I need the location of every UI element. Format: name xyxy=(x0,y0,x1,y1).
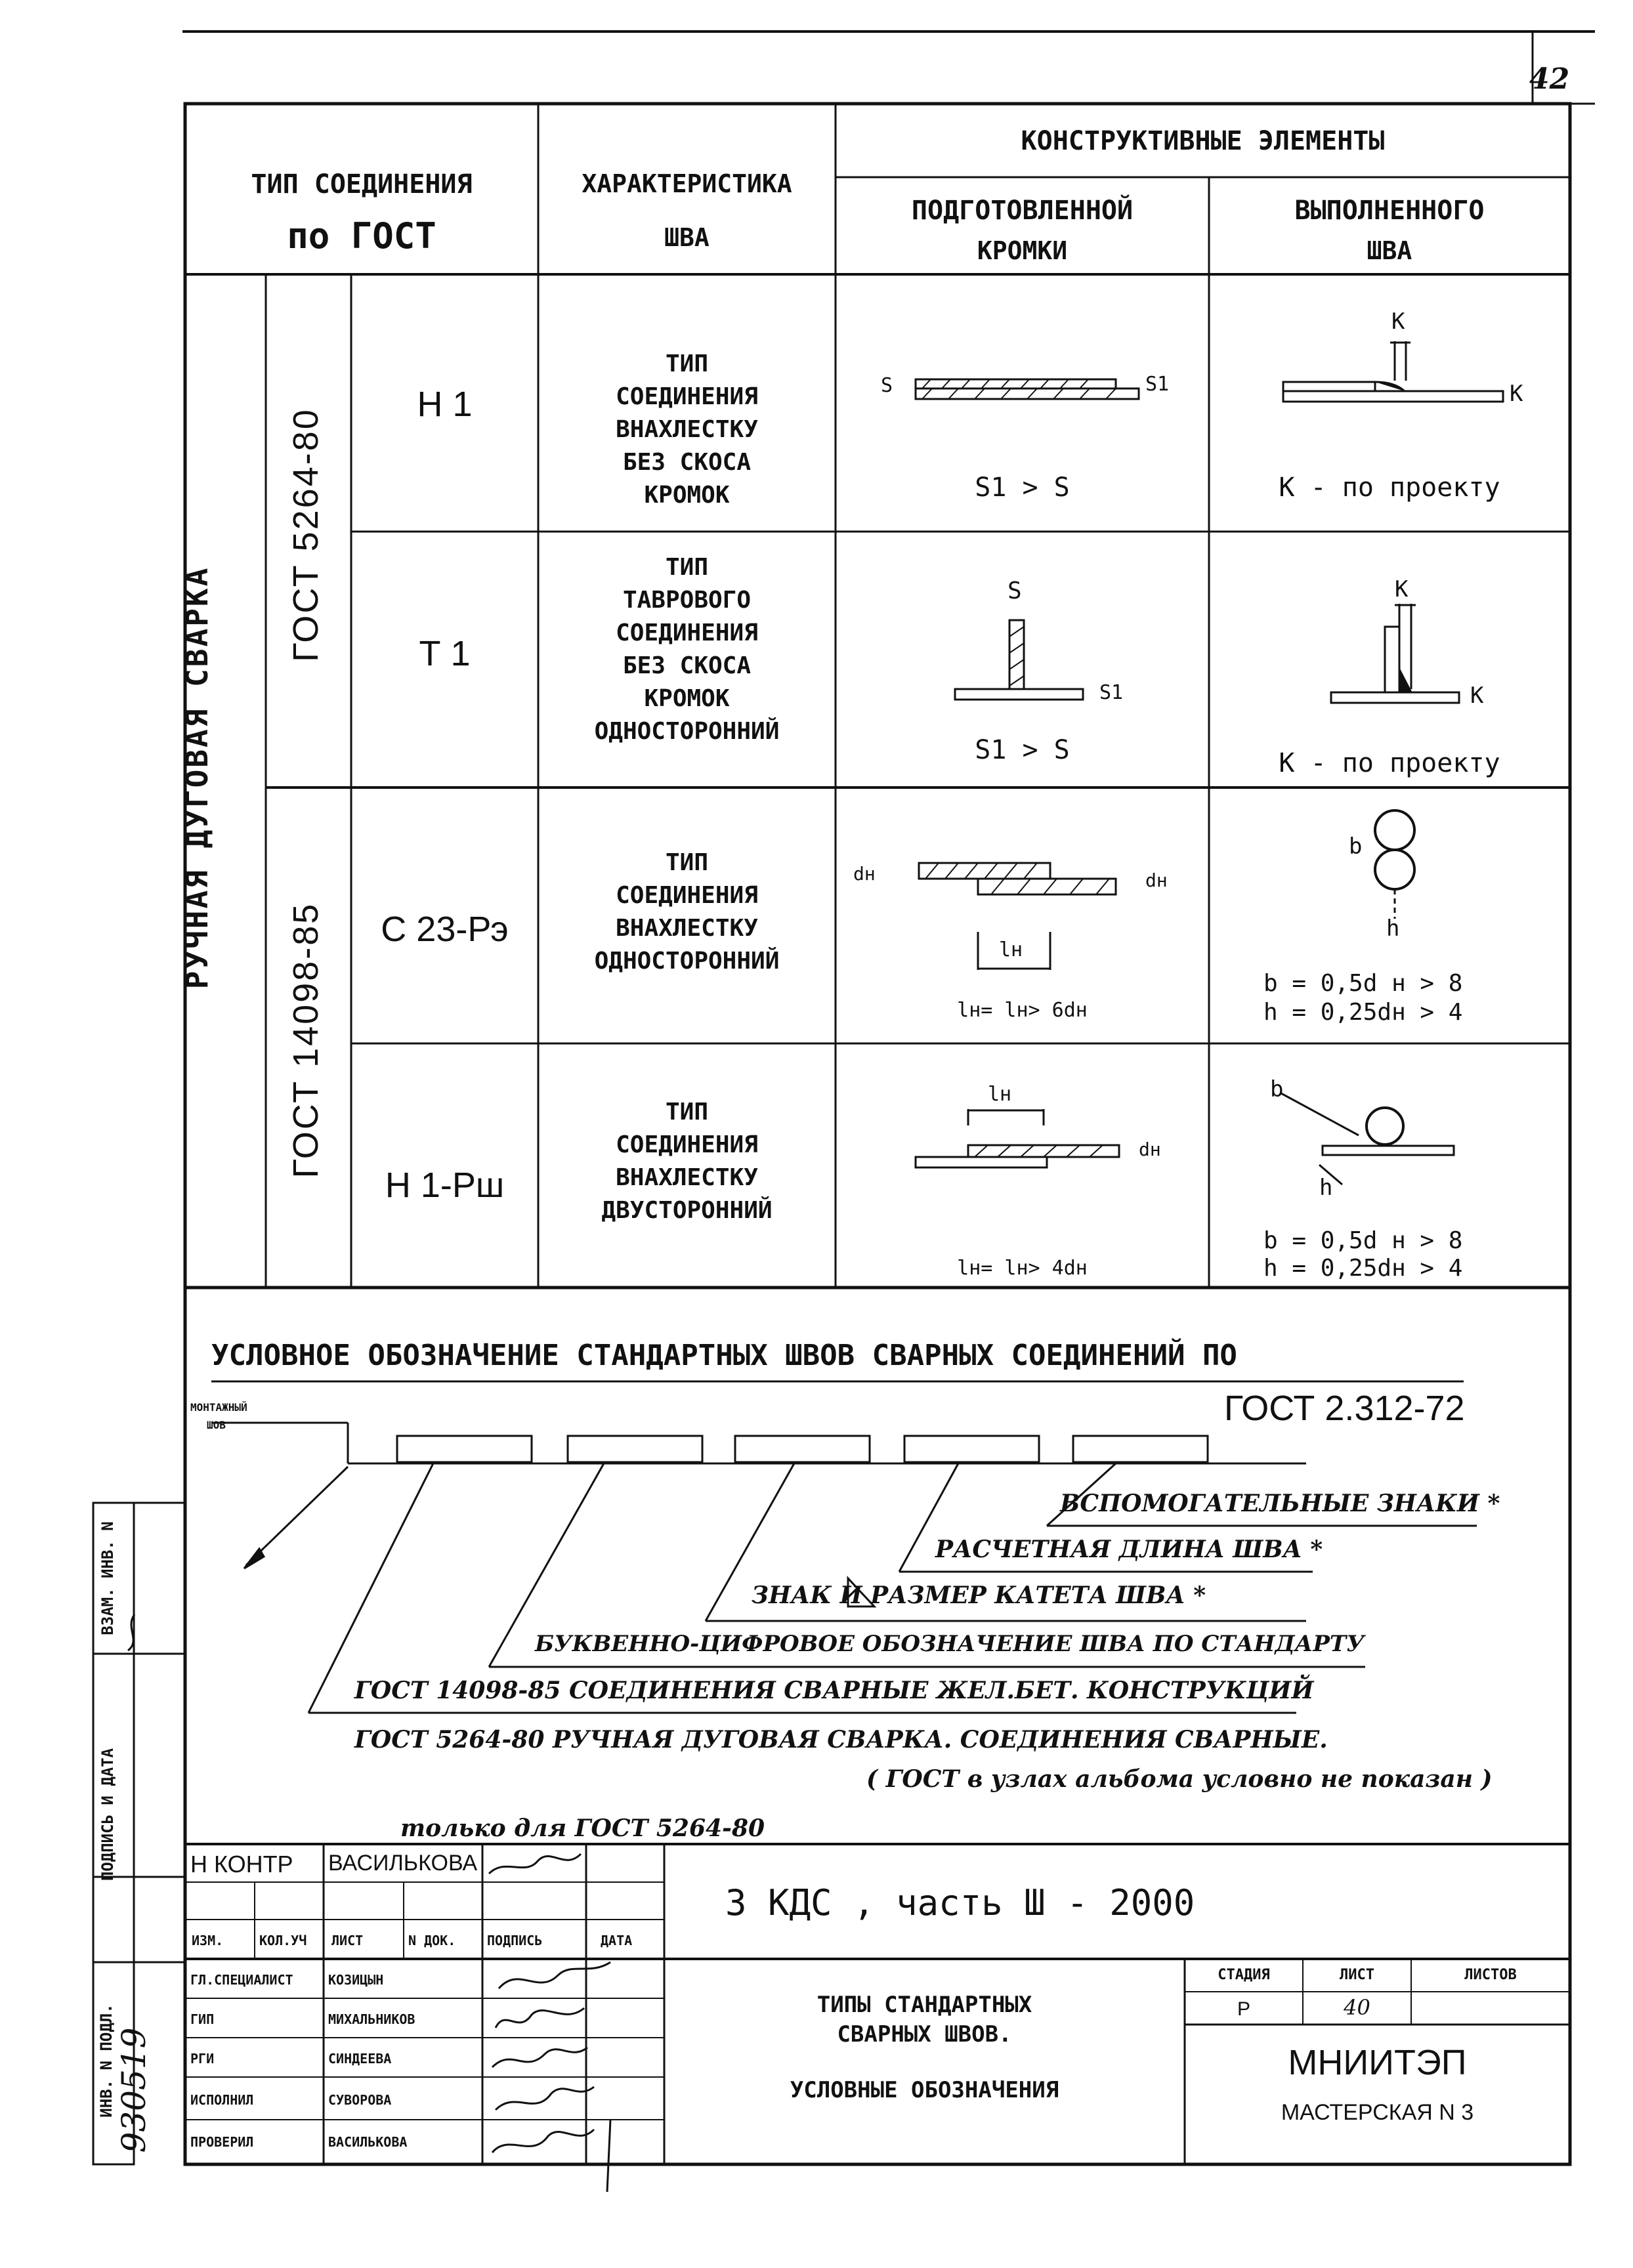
row2-characteristic: ТИП ТАВРОВОГО СОЕДИНЕНИЯ БЕЗ СКОСА КРОМОК ОДНОСТОРОННИЙ xyxy=(594,554,780,745)
tb-name-4: ВАСИЛЬКОВА xyxy=(328,2134,408,2150)
row4-done-caption-b: b = 0,5d н > 8 xyxy=(1263,1227,1463,1254)
header-prepared: ПОДГОТОВЛЕННОЙ xyxy=(911,196,1134,226)
header-edge: КРОМКИ xyxy=(977,236,1068,265)
row1-done-k-label: K xyxy=(1391,308,1405,335)
tb-n-kontr: Н КОНТР xyxy=(190,1851,293,1878)
row1-code: Н 1 xyxy=(417,385,473,424)
row3-prep-l-label: lн xyxy=(999,938,1023,961)
group-manual-arc-welding: РУЧНАЯ ДУГОВАЯ СВАРКА xyxy=(179,566,215,990)
tb-sheet-title-3: УСЛОВНЫЕ ОБОЗНАЧЕНИЯ xyxy=(790,2077,1059,2103)
gost-14098-label: ГОСТ 14098-85 xyxy=(286,902,326,1179)
tb-stage-value: Р xyxy=(1237,1998,1250,2020)
header-seam: ШВА xyxy=(664,223,710,252)
designation-calculated-length: РАСЧЕТНАЯ ДЛИНА ШВА * xyxy=(935,1536,1323,1563)
row4-prep-caption: lн= lн> 4dн xyxy=(957,1257,1088,1280)
gost-5264-label: ГОСТ 5264-80 xyxy=(286,408,326,662)
designation-alphanumeric: БУКВЕННО-ЦИФРОВОЕ ОБОЗНАЧЕНИЕ ШВА ПО СТАНДАРТУ xyxy=(535,1631,1365,1657)
row3-done-b-label: b xyxy=(1349,833,1363,860)
tb-sheet-title-1: ТИПЫ СТАНДАРТНЫХ xyxy=(816,1992,1032,2018)
tb-workshop: МАСТЕРСКАЯ N 3 xyxy=(1281,2100,1474,2125)
tb-col-kol: КОЛ.УЧ xyxy=(259,1933,307,1948)
row2-done-drawing xyxy=(1331,604,1459,703)
row1-done-drawing xyxy=(1283,341,1503,402)
designation-not-shown-note: ( ГОСТ в узлах альбома условно не показан ) xyxy=(866,1765,1493,1793)
row4-prep-drawing xyxy=(916,1109,1119,1167)
row2-prep-drawing xyxy=(955,620,1083,700)
tb-name-0: КОЗИЦЫН xyxy=(328,1972,384,1988)
header-characteristic: ХАРАКТЕРИСТИКА xyxy=(582,169,792,198)
mount-seam-label: МОНТАЖНЫЙ xyxy=(190,1401,247,1414)
row4-prep-d-label: dн xyxy=(1139,1139,1161,1160)
designation-title: УСЛОВНОЕ ОБОЗНАЧЕНИЕ СТАНДАРТНЫХ ШВОВ СВАРНЫХ СОЕДИНЕНИЙ ПО xyxy=(211,1339,1237,1372)
tb-n-kontr-name: ВАСИЛЬКОВА xyxy=(328,1851,478,1876)
side-stamp-sign-date: ПОДПИСЬ И ДАТА xyxy=(98,1748,117,1881)
row4-characteristic: ТИП СОЕДИНЕНИЯ ВНАХЛЕСТКУ ДВУСТОРОННИЙ xyxy=(601,1099,773,1224)
side-stamp-handwritten-inv: 930519 xyxy=(115,2027,153,2153)
row2-done-caption: К - по проекту xyxy=(1279,748,1500,778)
tb-sheet-value: 40 xyxy=(1344,1995,1370,2020)
row2-prep-s1-label: S1 xyxy=(1099,681,1124,704)
designation-leg-size: ЗНАК И РАЗМЕР КАТЕТА ШВА * xyxy=(752,1582,1206,1609)
tb-name-1: МИХАЛЬНИКОВ xyxy=(328,2011,415,2027)
designation-gost-14098: ГОСТ 14098-85 СОЕДИНЕНИЯ СВАРНЫЕ ЖЕЛ.БЕТ. КОНСТРУКЦИЙ xyxy=(354,1677,1314,1704)
row4-prep-l-label: lн xyxy=(988,1083,1012,1106)
row2-prep-s-label: S xyxy=(1007,578,1022,604)
row2-done-k-label: K xyxy=(1395,576,1409,602)
row3-prep-caption: lн= lн> 6dн xyxy=(957,999,1088,1022)
row4-done-drawing xyxy=(1280,1093,1454,1185)
row1-characteristic: ТИП СОЕДИНЕНИЯ ВНАХЛЕСТКУ БЕЗ СКОСА КРОМОК xyxy=(616,350,758,509)
header-completed-seam: ШВА xyxy=(1367,236,1412,265)
tb-name-2: СИНДЕЕВА xyxy=(328,2051,392,2067)
tb-sheets-label: ЛИСТОВ xyxy=(1464,1967,1517,1983)
row3-code: С 23-Рэ xyxy=(381,910,509,949)
header-by-gost: по ГОСТ xyxy=(287,215,436,257)
row3-prep-d2-label: dн xyxy=(1145,870,1168,891)
row4-code: Н 1-Рш xyxy=(385,1166,505,1205)
row1-done-k2-label: K xyxy=(1510,381,1523,407)
tb-sheet-label: ЛИСТ xyxy=(1340,1967,1374,1983)
tb-name-3: СУВОРОВА xyxy=(328,2092,392,2108)
row1-prep-s1-label: S1 xyxy=(1145,373,1170,396)
tb-stage-label: СТАДИЯ xyxy=(1218,1967,1270,1983)
row4-done-h-label: h xyxy=(1319,1175,1333,1201)
side-stamp-inv-podl: ИНВ. N ПОДЛ. xyxy=(97,2004,116,2118)
header-constructive: КОНСТРУКТИВНЫЕ ЭЛЕМЕНТЫ xyxy=(1021,126,1385,156)
tb-role-3: ИСПОЛНИЛ xyxy=(190,2092,254,2108)
designation-gost: ГОСТ 2.312-72 xyxy=(1224,1389,1465,1428)
row1-prep-drawing xyxy=(916,379,1139,399)
row4-done-b-label: b xyxy=(1270,1076,1284,1102)
row3-done-caption-b: b = 0,5d н > 8 xyxy=(1263,970,1463,997)
header-completed: ВЫПОЛНЕННОГО xyxy=(1294,196,1485,226)
row1-prep-caption: S1 > S xyxy=(975,472,1070,503)
row2-prep-caption: S1 > S xyxy=(975,735,1070,765)
row2-code: Т 1 xyxy=(419,634,471,673)
tb-col-podpis: ПОДПИСЬ xyxy=(487,1933,543,1948)
row2-done-k2-label: K xyxy=(1470,682,1484,709)
tb-col-izm: ИЗМ. xyxy=(192,1933,224,1948)
tb-col-ndok: N ДОК. xyxy=(408,1933,456,1948)
row3-done-h-label: h xyxy=(1386,915,1400,942)
row3-done-drawing xyxy=(1375,810,1414,919)
row1-done-caption: К - по проекту xyxy=(1279,472,1500,503)
tb-col-data: ДАТА xyxy=(601,1933,633,1948)
row3-prep-d-label: dн xyxy=(853,863,876,885)
tb-role-0: ГЛ.СПЕЦИАЛИСТ xyxy=(190,1972,293,1988)
tb-project: 3 КДС , часть Ш - 2000 xyxy=(725,1882,1195,1923)
designation-only-for: только для ГОСТ 5264-80 xyxy=(400,1815,765,1842)
designation-gost-5264: ГОСТ 5264-80 РУЧНАЯ ДУГОВАЯ СВАРКА. СОЕДИНЕНИЯ СВАРНЫЕ. xyxy=(354,1726,1328,1754)
tb-org: МНИИТЭП xyxy=(1288,2043,1467,2082)
row4-done-caption-h: h = 0,25dн > 4 xyxy=(1263,1255,1463,1282)
side-stamp-vzam-inv: ВЗАМ. ИНВ. N xyxy=(98,1521,117,1635)
mount-seam-label-2: ШОВ xyxy=(207,1419,226,1431)
tb-sheet-title-2: СВАРНЫХ ШВОВ. xyxy=(837,2021,1012,2048)
header-type-connection: ТИП СОЕДИНЕНИЯ xyxy=(251,169,473,200)
row3-done-caption-h: h = 0,25dн > 4 xyxy=(1263,999,1463,1026)
page-number: 42 xyxy=(1529,62,1570,96)
row1-prep-s-label: S xyxy=(881,374,893,397)
tb-role-2: РГИ xyxy=(190,2051,215,2067)
designation-auxiliary-signs: ВСПОМОГАТЕЛЬНЫЕ ЗНАКИ * xyxy=(1060,1490,1500,1517)
row3-characteristic: ТИП СОЕДИНЕНИЯ ВНАХЛЕСТКУ ОДНОСТОРОННИЙ xyxy=(594,849,780,975)
tb-col-list: ЛИСТ xyxy=(331,1933,364,1948)
tb-role-1: ГИП xyxy=(190,2011,215,2027)
tb-role-4: ПРОВЕРИЛ xyxy=(190,2134,254,2150)
designation-scheme xyxy=(211,1423,1477,1713)
